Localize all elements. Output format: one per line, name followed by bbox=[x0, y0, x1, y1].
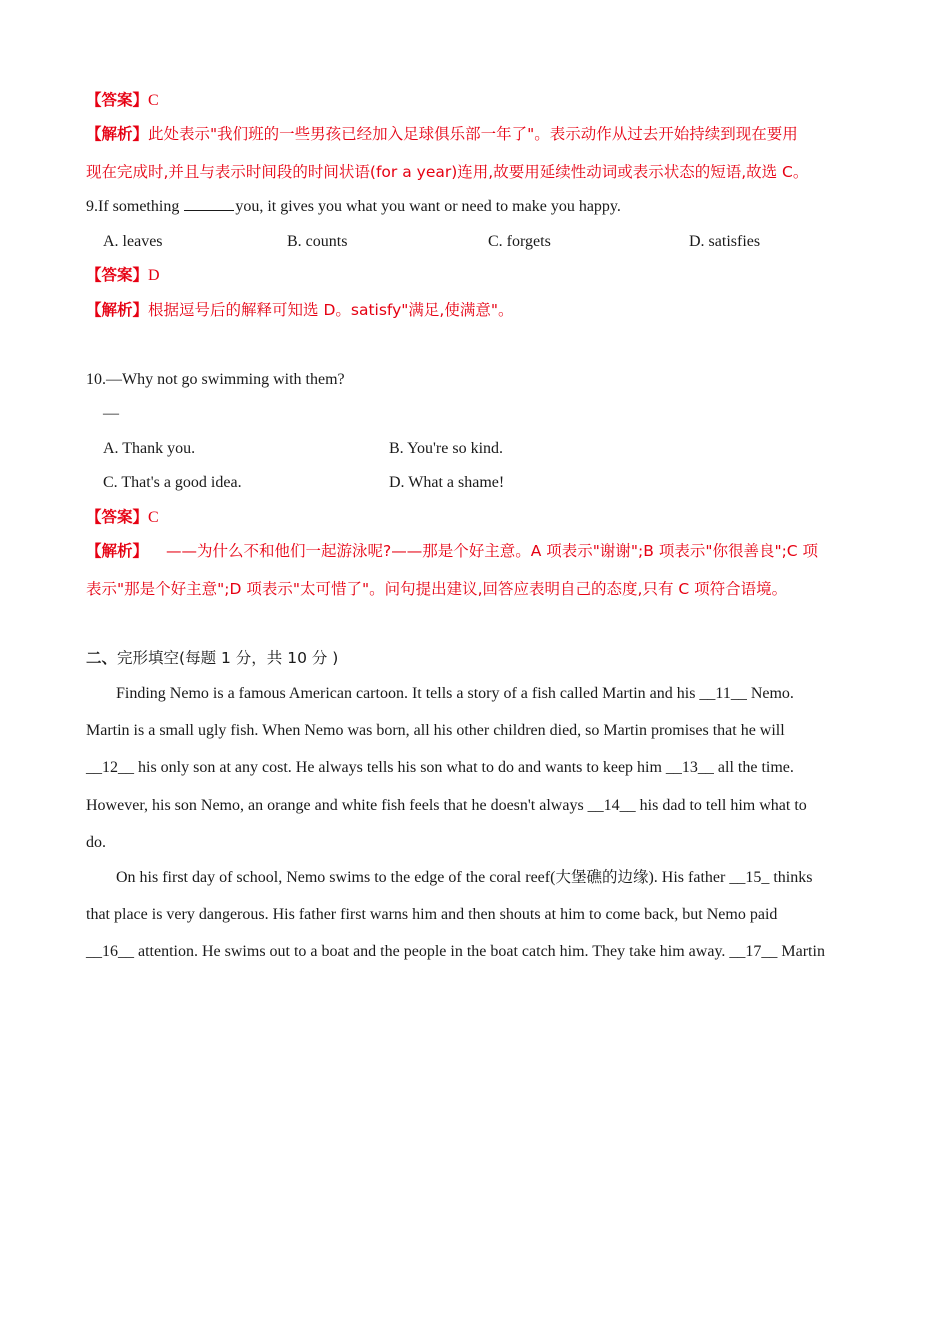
q8-answer bbox=[86, 89, 876, 112]
passage-line-3: __12__ his only son at any cost. He always tells his son what to do and wants to keep him __13__ all the time. bbox=[86, 759, 794, 776]
q10-analysis-text1: ——为什么不和他们一起游泳呢?——那是个好主意。A 项表示"谢谢";B 项表示"你很善良";C 项 bbox=[166, 542, 819, 560]
q8-analysis-line2 bbox=[86, 161, 876, 184]
q9-option-a: A. leaves bbox=[103, 233, 163, 250]
section-2-number: 二、 bbox=[86, 649, 118, 667]
q9-blank bbox=[184, 196, 234, 211]
passage-line-4: However, his son Nemo, an orange and white fish feels that he doesn't always __14__ his dad to tell him what to bbox=[86, 797, 807, 814]
q9-stem-before: 9.If something bbox=[86, 198, 184, 215]
q9-option-c: C. forgets bbox=[488, 233, 551, 250]
passage-line-7: that place is very dangerous. His father first warns him and then shouts at him to come back, but Nemo paid bbox=[86, 906, 778, 923]
q10-option-d: D. What a shame! bbox=[389, 474, 505, 491]
passage-line-6 bbox=[86, 866, 906, 889]
q9-option-b: B. counts bbox=[287, 233, 348, 250]
passage-line-6-start: On his first day of school, Nemo swims to the edge of the coral reef( bbox=[116, 869, 556, 886]
q9-analysis-text: 根据逗号后的解释可知选 D。satisfy"满足,使满意"。 bbox=[148, 301, 514, 319]
q9-analysis-tag: 【解析】 bbox=[86, 301, 149, 319]
passage-line-2: Martin is a small ugly fish. When Nemo was born, all his other children died, so Martin promises that he will bbox=[86, 722, 785, 739]
q10-analysis-line1 bbox=[86, 540, 876, 563]
q8-analysis-text2: 现在完成时,并且与表示时间段的时间状语(for a year)连用,故要用延续性动词或表示状态的短语,故选 C。 bbox=[86, 163, 809, 181]
q10-analysis-line2 bbox=[86, 578, 876, 601]
section-2-title: 完形填空(每题 1 分，共 10 分 ) bbox=[117, 649, 339, 667]
passage-line-5: do. bbox=[86, 834, 106, 851]
q9-stem-after: you, it gives you what you want or need to make you happy. bbox=[235, 198, 621, 215]
q9-answer bbox=[86, 264, 876, 287]
q10-answer-tag: 【答案】 bbox=[86, 508, 149, 526]
q10-answer bbox=[86, 506, 876, 529]
q10-reply: — bbox=[103, 405, 119, 422]
q8-analysis-tag: 【解析】 bbox=[86, 125, 149, 143]
passage-reef-cn: 大堡礁的边缘 bbox=[555, 868, 649, 886]
q10-stem: 10.—Why not go swimming with them? bbox=[86, 371, 345, 388]
passage-line-1: Finding Nemo is a famous American cartoon. It tells a story of a fish called Martin and his __11__ Nemo. bbox=[116, 685, 794, 702]
q9-answer-tag: 【答案】 bbox=[86, 266, 149, 284]
q8-analysis-text1: 此处表示"我们班的一些男孩已经加入足球俱乐部一年了"。表示动作从过去开始持续到现在要用 bbox=[148, 125, 798, 143]
q10-option-a: A. Thank you. bbox=[103, 440, 196, 457]
q9-answer-value: D bbox=[148, 267, 160, 284]
q8-analysis-line1 bbox=[86, 123, 876, 146]
section-2-heading bbox=[86, 647, 876, 669]
q10-option-b: B. You're so kind. bbox=[389, 440, 504, 457]
q9-analysis bbox=[86, 299, 876, 322]
q8-answer-tag: 【答案】 bbox=[86, 91, 149, 109]
q8-answer-value: C bbox=[148, 92, 159, 109]
q9-option-d: D. satisfies bbox=[689, 233, 761, 250]
q10-analysis-text2: 表示"那是个好主意";D 项表示"太可惜了"。问句提出建议,回答应表明自己的态度,只有 C 项符合语境。 bbox=[86, 580, 788, 598]
q9-stem bbox=[86, 196, 876, 218]
passage-line-8: __16__ attention. He swims out to a boat and the people in the boat catch him. They take him away. __17__ Martin bbox=[86, 943, 825, 960]
q10-analysis-tag: 【解析】 bbox=[86, 542, 149, 560]
passage-line-6-end: ). His father __15_ thinks bbox=[648, 869, 813, 886]
q10-answer-value: C bbox=[148, 509, 159, 526]
q10-option-c: C. That's a good idea. bbox=[103, 474, 242, 491]
